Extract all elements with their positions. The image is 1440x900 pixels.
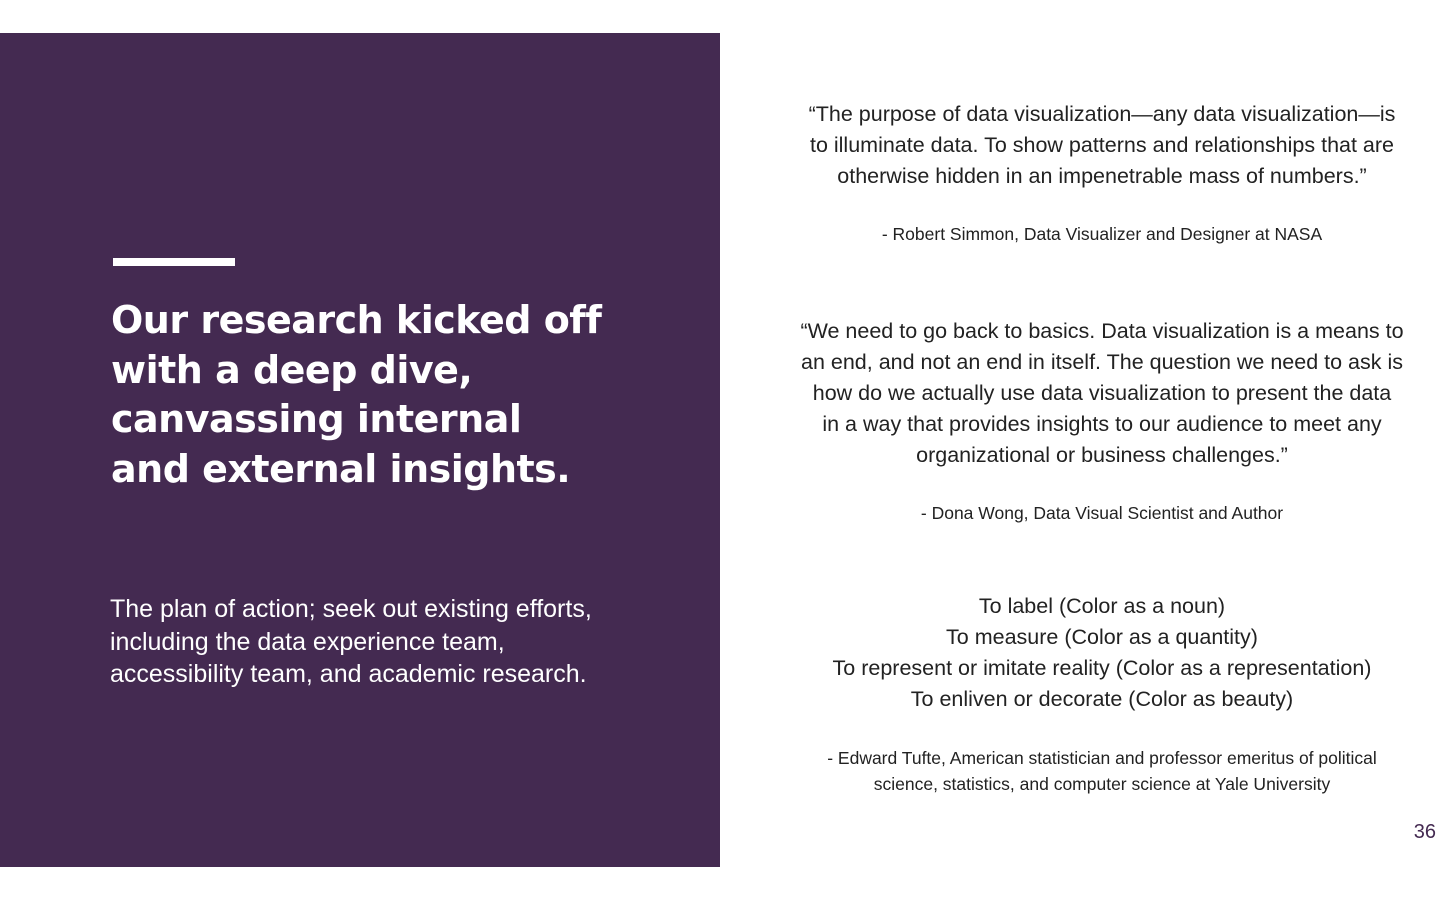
quote-wong [760, 316, 1440, 471]
quote-tufte [760, 591, 1440, 715]
quote-line: organizational or business challenges.” [916, 443, 1288, 467]
quote-line: how do we actually use data visualization to present the data [812, 381, 1392, 405]
quote-attribution [760, 221, 1440, 247]
quote-line: “The purpose of data visualization—any data visualization—is [808, 102, 1396, 126]
quote-attribution [760, 745, 1440, 797]
attribution-line: - Robert Simmon, Data Visualizer and Designer at NASA [881, 224, 1323, 244]
left-panel [0, 33, 720, 867]
quote-line: “We need to go back to basics. Data visualization is a means to [800, 319, 1404, 343]
quote-line: To enliven or decorate (Color as beauty) [910, 687, 1294, 711]
plan-line: accessibility team, and academic research. [110, 660, 587, 688]
quote-simmon [760, 99, 1440, 192]
attribution-wong [760, 500, 1440, 526]
quote-line: otherwise hidden in an impenetrable mass of numbers.” [837, 164, 1367, 188]
attribution-line: - Edward Tufte, American statistician and professor emeritus of political [827, 748, 1377, 768]
headline-line: canvassing internal [111, 397, 522, 441]
attribution-line: - Dona Wong, Data Visual Scientist and Author [920, 503, 1284, 523]
headline-line: with a deep dive, [111, 347, 473, 392]
page-number: 36 [1413, 821, 1436, 843]
attribution-line: science, statistics, and computer science at Yale University [873, 774, 1331, 794]
plan-of-action-text [110, 593, 670, 691]
accent-bar [113, 258, 235, 266]
quote-line: to illuminate data. To show patterns and relationships that are [809, 133, 1395, 157]
quote-line: To label (Color as a noun) [978, 594, 1226, 618]
quote-text [760, 591, 1440, 715]
plan-line: The plan of action; seek out existing efforts, [110, 595, 592, 623]
headline-line: Our research kicked off [111, 298, 602, 342]
plan-line: including the data experience team, [110, 627, 505, 656]
quote-text [760, 316, 1440, 471]
quote-text [760, 99, 1440, 192]
headline-line: and external insights. [111, 446, 571, 491]
quote-attribution [760, 500, 1440, 526]
attribution-simmon [760, 221, 1440, 247]
quote-line: an end, and not an end in itself. The question we need to ask is [800, 350, 1404, 374]
quote-line: To represent or imitate reality (Color as a representation) [832, 656, 1372, 680]
quote-line: in a way that provides insights to our audience to meet any [822, 412, 1382, 436]
quote-line: To measure (Color as a quantity) [946, 625, 1258, 649]
slide-headline [111, 296, 631, 494]
attribution-tufte [760, 745, 1440, 797]
